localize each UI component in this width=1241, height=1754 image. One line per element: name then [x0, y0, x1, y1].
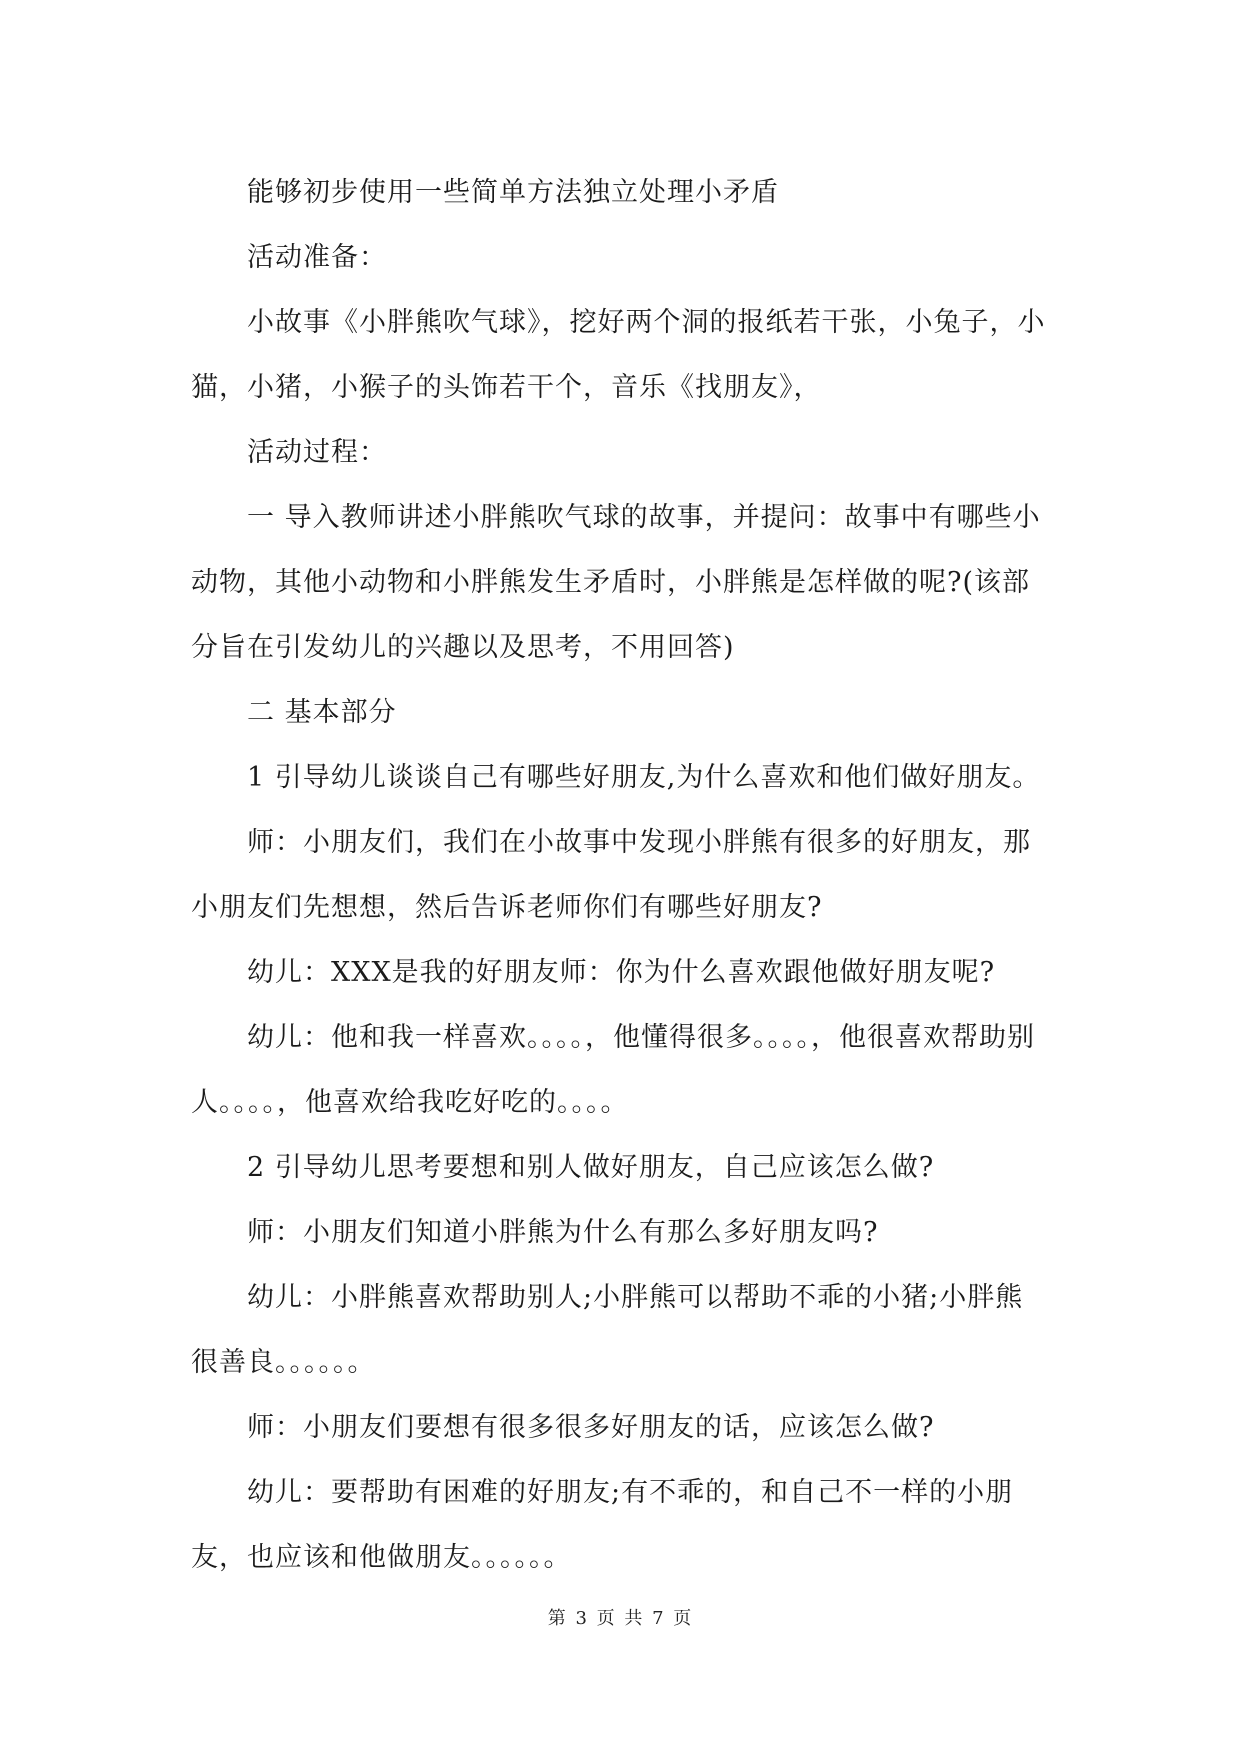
paragraph: 幼儿：小胖熊喜欢帮助别人;小胖熊可以帮助不乖的小猪;小胖熊很善良。。。。。。 — [191, 1282, 1024, 1378]
page-number-footer: 第 3 页 共 7 页 — [547, 1608, 694, 1629]
paragraph: 师：小朋友们，我们在小故事中发现小胖熊有很多的好朋友，那小朋友们先想想，然后告诉老师你们有哪些好朋友? — [191, 827, 1031, 923]
section-heading: 活动准备： — [247, 242, 387, 273]
document-body — [191, 160, 1051, 1590]
paragraph: 1 引导幼儿谈谈自己有哪些好朋友,为什么喜欢和他们做好朋友。 — [247, 762, 1041, 793]
paragraph: 能够初步使用一些简单方法独立处理小矛盾 — [247, 177, 779, 208]
paragraph: 一 导入教师讲述小胖熊吹气球的故事，并提问：故事中有哪些小动物，其他小动物和小胖熊发生矛盾时，小胖熊是怎样做的呢?(该部分旨在引发幼儿的兴趣以及思考，不用回答) — [191, 502, 1041, 663]
paragraph: 幼儿：他和我一样喜欢。。。。，他懂得很多。。。。，他很喜欢帮助别人。。。。，他喜欢给我吃好吃的。。。。 — [191, 1022, 1035, 1118]
paragraph: 幼儿：要帮助有困难的好朋友;有不乖的，和自己不一样的小朋友，也应该和他做朋友。。。。。。 — [191, 1477, 1014, 1573]
paragraph: 2 引导幼儿思考要想和别人做好朋友，自己应该怎么做? — [247, 1152, 935, 1183]
paragraph: 幼儿：XXX是我的好朋友师：你为什么喜欢跟他做好朋友呢? — [247, 957, 996, 988]
paragraph: 小故事《小胖熊吹气球》，挖好两个洞的报纸若干张，小兔子，小猫，小猪，小猴子的头饰若干个，音乐《找朋友》， — [191, 307, 1046, 403]
section-heading: 二 基本部分 — [247, 697, 397, 728]
section-heading: 活动过程： — [247, 437, 387, 468]
paragraph: 师：小朋友们知道小胖熊为什么有那么多好朋友吗? — [247, 1217, 879, 1248]
paragraph: 师：小朋友们要想有很多很多好朋友的话，应该怎么做? — [247, 1412, 935, 1443]
